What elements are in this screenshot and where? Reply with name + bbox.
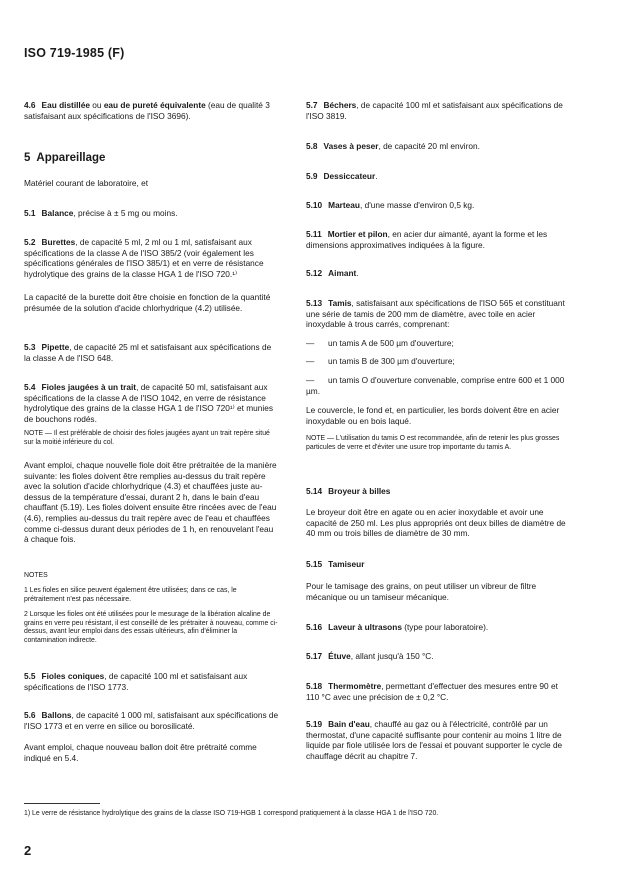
chapter-number: 5	[24, 152, 31, 164]
section-title: Eau distillée	[41, 100, 90, 110]
section-5-13-note: NOTE — L'utilisation du tamis O est recommandée, afin de retenir les plus grosses particules de verre et d'éviter une usure trop importante du tamis A.	[306, 435, 560, 451]
section-5-10: 5.10 Marteau, d'une masse d'environ 0,5 kg.	[306, 200, 475, 210]
section-5-13-paragraph: Le couvercle, le fond et, en particulier, les bords doivent être en acier inoxydable ou en bois laqué.	[306, 405, 560, 426]
page-number: 2	[24, 843, 32, 858]
footnote: 1) Le verre de résistance hydrolytique des grains de la classe ISO 719-HGB 1 correspond pratiquement à la classe HGA 1 de l'ISO 720.	[24, 810, 439, 817]
section-5-11: 5.11 Mortier et pilon, en acier dur aimanté, ayant la forme et les dimensions approximatives indiquées à la figure.	[306, 229, 548, 250]
section-5-3: 5.3 Pipette, de capacité 25 ml et satisfaisant aux spécifications de la classe A de l'ISO 648.	[24, 342, 272, 363]
section-5-4-paragraph: Avant emploi, chaque nouvelle fiole doit être prétraitée de la manière suivante: les fioles doivent être remplies au-dessus du trait repère avec la solution d'acide chlorhydrique (4.3) et chauffées juste au-dessus de la température d'essai, durant 2 h, dans le bain d'eau chauffant (5.19). Les fioles doivent ensuite être rincées avec de l'eau (4.6), remplies au-dessus du trait repère avec de l'eau et chauffées comme ci-dessus durant deux périodes de 1 h, en renouvelant l'eau à chaque fois.	[24, 460, 277, 545]
section-5-5: 5.5 Fioles coniques, de capacité 100 ml et satisfaisant aux spécifications de l'ISO 1773.	[24, 671, 248, 692]
document-header: ISO 719-1985 (F)	[24, 46, 125, 60]
sieve-list-item-b: — un tamis B de 300 µm d'ouverture;	[306, 356, 455, 366]
list-dash: —	[306, 356, 315, 366]
section-5-6: 5.6 Ballons, de capacité 1 000 ml, satisfaisant aux spécifications de l'ISO 1773 et en verre en silice ou borosilicaté.	[24, 710, 279, 731]
sieve-list-item-o: — un tamis O d'ouverture convenable, comprise entre 600 et 1 000 µm.	[306, 375, 565, 396]
section-text-connector: ou	[89, 100, 104, 110]
notes-label: NOTES	[24, 572, 48, 579]
section-5-18: 5.18 Thermomètre, permettant d'effectuer des mesures entre 90 et 110 °C avec une précision de ± 0,2 °C.	[306, 681, 558, 702]
chapter-title: Appareillage	[36, 152, 106, 164]
sieve-list-item-a: — un tamis A de 500 µm d'ouverture;	[306, 338, 454, 348]
section-5-9: 5.9 Dessiccateur.	[306, 171, 378, 181]
section-5-4: 5.4 Fioles jaugées à un trait, de capacité 50 ml, satisfaisant aux spécifications de la classe A de l'ISO 1042, en verre de résistance hydrolytique des grains de la classe HGA 1 de l'ISO 720¹⁾ et munies de bouchons rodés.	[24, 382, 273, 424]
section-5-6-paragraph: Avant emploi, chaque nouveau ballon doit être prétraité comme indiqué en 5.4.	[24, 742, 257, 763]
section-5-1: 5.1 Balance, précise à ± 5 mg ou moins.	[24, 208, 178, 218]
section-text: (eau de qualité 3 satisfaisant aux spécifications de l'ISO 3696).	[24, 100, 270, 121]
section-5-19: 5.19 Bain d'eau, chauffé au gaz ou à l'électricité, contrôlé par un thermostat, d'une capacité suffisante pour contenir au moins 1 litre de liquide par fiole utilisée lors de l'essai et pouvant supporter le cycle de chauffage décrit au chapitre 7.	[306, 719, 563, 761]
section-4-6	[24, 100, 279, 121]
list-dash: —	[306, 375, 315, 385]
note-2: 2 Lorsque les fioles ont été utilisées pour le mesurage de la libération alcaline de grains en verre peu résistant, il est conseillé de les prétraiter à nouveau, comme ci-dessus, avant leur emploi dans des essais ultérieurs, afin d'éliminer la contamination indirecte.	[24, 611, 278, 644]
section-5-14-heading: 5.14 Broyeur à billes	[306, 486, 391, 496]
section-5-16: 5.16 Laveur à ultrasons (type pour laboratoire).	[306, 622, 489, 632]
section-title-2: eau de pureté équivalente	[103, 100, 206, 110]
section-5-intro: Matériel courant de laboratoire, et	[24, 178, 149, 188]
section-5	[24, 153, 279, 164]
section-5-4-note: NOTE — Il est préférable de choisir des fioles jaugées ayant un trait repère situé sur la moitié inférieure du col.	[24, 430, 270, 446]
section-5-12: 5.12 Aimant.	[306, 268, 359, 278]
section-5-2: 5.2 Burettes, de capacité 5 ml, 2 ml ou 1 ml, satisfaisant aux spécifications de la classe A de l'ISO 385/2 (voir également les spécifications générales de l'ISO 385/1) et en verre de résistance hydrolytique des grains de la classe HGA 1 de l'ISO 720.¹⁾	[24, 237, 264, 279]
footnote-rule	[24, 803, 100, 804]
section-5-15-heading: 5.15 Tamiseur	[306, 559, 365, 569]
section-5-13: 5.13 Tamis, satisfaisant aux spécifications de l'ISO 565 et constituant une série de tamis de 200 mm de diamètre, avec toile en acier inoxydable à trous carrés, comprenant:	[306, 298, 565, 330]
section-number: 4.6	[24, 100, 36, 110]
list-dash: —	[306, 338, 315, 348]
section-5-15-paragraph: Pour le tamisage des grains, on peut utiliser un vibreur de filtre mécanique ou un tamiseur mécanique.	[306, 581, 537, 602]
section-5-17: 5.17 Étuve, allant jusqu'à 150 °C.	[306, 651, 434, 661]
section-5-14-paragraph: Le broyeur doit être en agate ou en acier inoxydable et avoir une capacité de 250 ml. Les plus appropriés ont deux billes de diamètre de 40 mm ou trois billes de diamètre de 30 mm.	[306, 507, 566, 539]
section-5-2-paragraph: La capacité de la burette doit être choisie en fonction de la quantité présumée de la solution d'acide chlorhydrique (4.2) utilisée.	[24, 292, 271, 313]
section-5-7: 5.7 Béchers, de capacité 100 ml et satisfaisant aux spécifications de l'ISO 3819.	[306, 100, 563, 121]
note-1: 1 Les fioles en silice peuvent également être utilisées; dans ce cas, le prétraitement n'est pas nécessaire.	[24, 587, 237, 603]
section-5-8: 5.8 Vases à peser, de capacité 20 ml environ.	[306, 141, 480, 151]
